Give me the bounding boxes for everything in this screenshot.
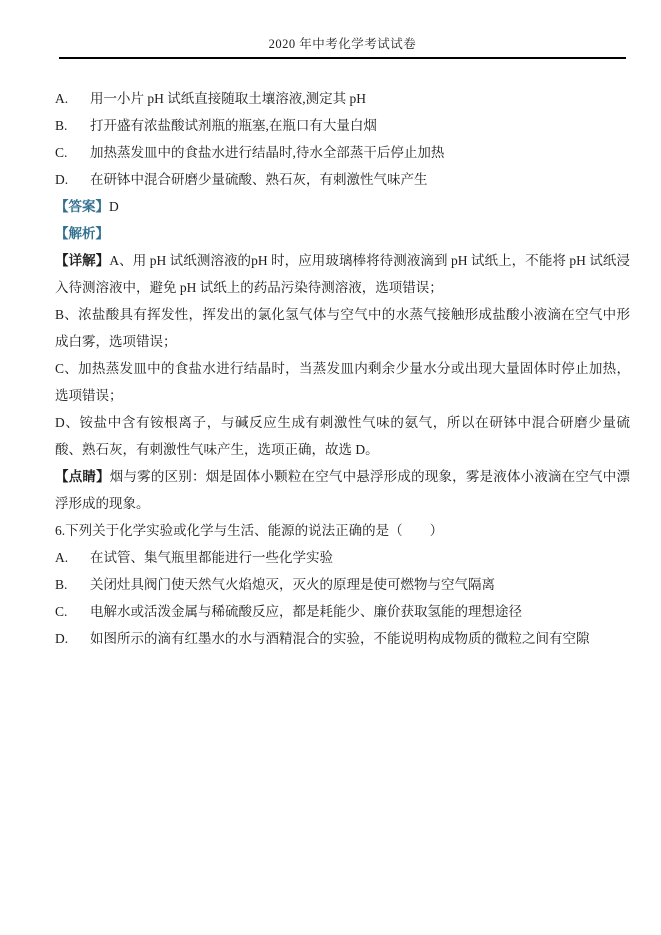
detail-tag: 【详解】 <box>55 253 110 268</box>
point-tag: 【点睛】 <box>55 469 110 484</box>
option-label: B. <box>55 118 68 133</box>
q5-option-d <box>55 166 630 193</box>
detail-paragraph-b <box>55 301 630 355</box>
option-label: A. <box>55 550 69 565</box>
q5-option-a <box>55 85 630 112</box>
option-label: D. <box>55 172 69 187</box>
q6-option-b <box>55 571 630 598</box>
analysis-row <box>55 220 630 247</box>
analysis-tag: 【解析】 <box>55 226 109 241</box>
document-content <box>55 85 630 652</box>
detail-text-c: C、加热蒸发皿中的食盐水进行结晶时，当蒸发皿内剩余少量水分或出现大量固体时停止加热，选项错误； <box>55 361 630 403</box>
option-label: D. <box>55 631 69 646</box>
answer-tag: 【答案】 <box>55 199 109 214</box>
option-text: 在研钵中混合研磨少量硫酸、熟石灰，有刺激性气味产生 <box>90 172 428 187</box>
answer-row <box>55 193 630 220</box>
detail-text-d: D、铵盐中含有铵根离子，与碱反应生成有刺激性气味的氨气，所以在研钵中混合研磨少量硫酸、熟石灰，有刺激性气味产生，选项正确，故选 D。 <box>55 415 630 457</box>
option-text: 电解水或活泼金属与稀硫酸反应，都是耗能少、廉价获取氢能的理想途径 <box>90 604 522 619</box>
detail-paragraph-c <box>55 355 630 409</box>
detail-paragraph-a <box>55 247 630 301</box>
detail-paragraph-d <box>55 409 630 463</box>
option-text: 加热蒸发皿中的食盐水进行结晶时,待水全部蒸干后停止加热 <box>90 145 445 160</box>
option-label: B. <box>55 577 68 592</box>
page-title: 2020 年中考化学考试试卷 <box>268 37 417 51</box>
option-text: 在试管、集气瓶里都能进行一些化学实验 <box>90 550 333 565</box>
header-divider <box>59 57 626 59</box>
q6-option-a <box>55 544 630 571</box>
option-text: 关闭灶具阀门使天然气火焰熄灭，灭火的原理是使可燃物与空气隔离 <box>90 577 495 592</box>
q6-option-c <box>55 598 630 625</box>
option-label: A. <box>55 91 69 106</box>
q6-stem: 6.下列关于化学实验或化学与生活、能源的说法正确的是（ ） <box>55 523 444 538</box>
option-label: C. <box>55 145 68 160</box>
point-text: 烟与雾的区别：烟是固体小颗粒在空气中悬浮形成的现象，雾是液体小液滴在空气中漂浮形成的现象。 <box>55 469 630 511</box>
detail-text-b: B、浓盐酸具有挥发性，挥发出的氯化氢气体与空气中的水蒸气接触形成盐酸小液滴在空气中形成白雾，选项错误； <box>55 307 630 349</box>
option-label: C. <box>55 604 68 619</box>
q5-option-c <box>55 139 630 166</box>
answer-value: D <box>109 199 119 214</box>
option-text: 如图所示的滴有红墨水的水与酒精混合的实验，不能说明构成物质的微粒之间有空隙 <box>90 631 590 646</box>
q5-option-b <box>55 112 630 139</box>
option-text: 打开盛有浓盐酸试剂瓶的瓶塞,在瓶口有大量白烟 <box>90 118 377 133</box>
detail-text-a: A、用 pH 试纸测溶液的pH 时，应用玻璃棒将待测液滴到 pH 试纸上，不能将 pH 试纸浸入待测溶液中，避免 pH 试纸上的药品污染待测溶液，选项错误； <box>55 253 631 295</box>
point-paragraph <box>55 463 630 517</box>
q6-option-d <box>55 625 630 652</box>
option-text: 用一小片 pH 试纸直接随取土壤溶液,测定其 pH <box>90 91 366 106</box>
